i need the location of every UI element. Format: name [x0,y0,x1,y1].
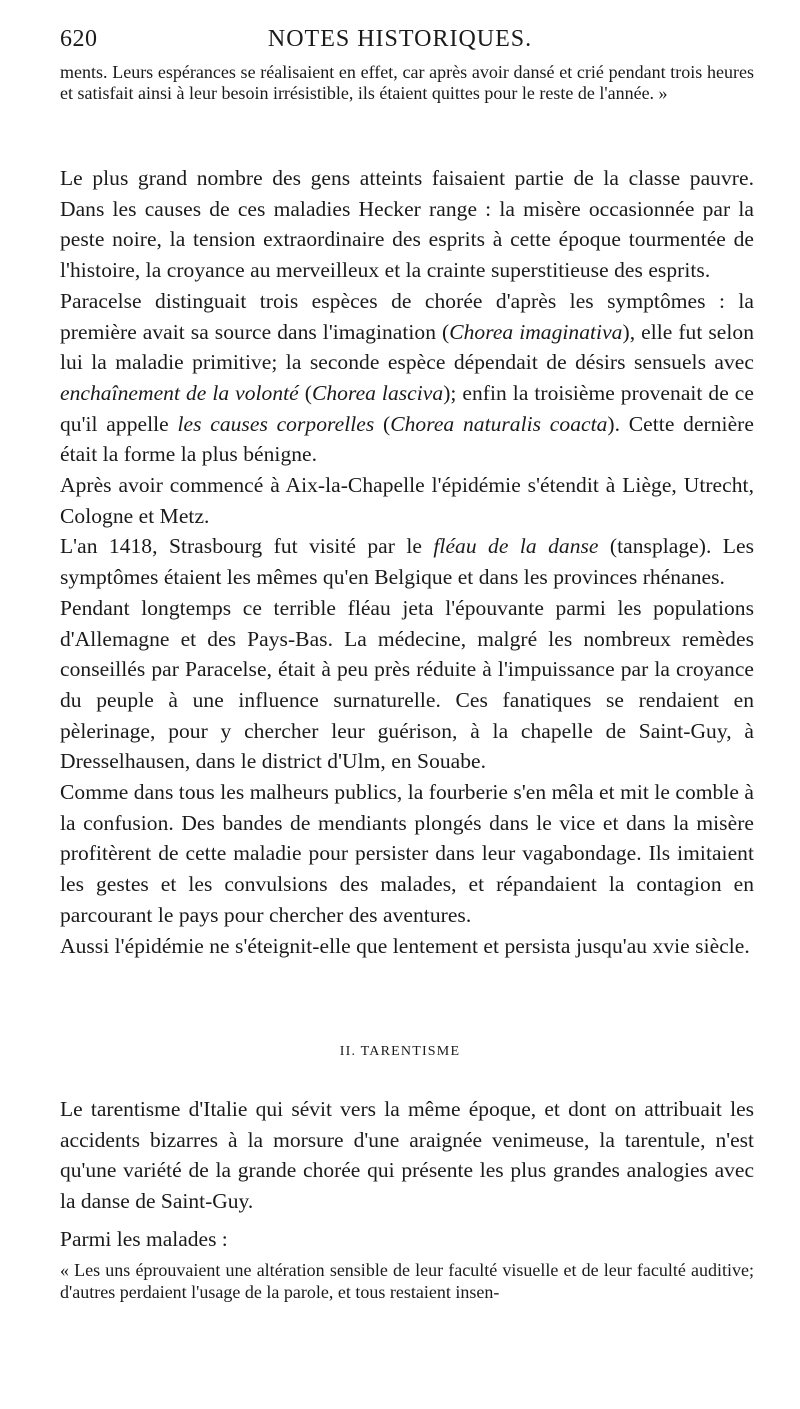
term-chorea-lasciva: Chorea lasciva [311,380,444,405]
paragraph-extinction: Aussi l'épidémie ne s'éteignit-elle que lentement et persista jusqu'au xvie siècle. [60,933,750,958]
page-header [0,26,800,52]
paragraph-epouvante: Pendant longtemps ce terrible fléau jeta l'épouvante parmi les populations d'Allemagne et des Pays-Bas. La médecine, malgré les nombreux remèdes conseillés par Paracelse, était à peu près réduite à l'impuissance par la croyance du peuple à une influence surnaturelle. Ces fanatiques se rendaient en pèlerinage, pour y chercher leur guérison, à la chapelle de Saint-Guy, à Dresselhausen, dans le district d'Ulm, en Souabe. [60,595,754,774]
paragraph-spread: Après avoir commencé à Aix-la-Chapelle l'épidémie s'étendit à Liège, Utrecht, Cologne et Metz. [60,473,754,528]
paragraph-parmi: Parmi les malades : [60,1227,228,1251]
paragraph-strasbourg: L'an 1418, Strasbourg fut visité par le fléau de la danse (tansplage). Les symptômes étaient les mêmes qu'en Belgique et dans les provinces rhénanes. [60,534,754,590]
paragraph-fourberie: Comme dans tous les malheurs publics, la fourberie s'en mêla et mit le comble à la confusion. Des bandes de mendiants plongés dans le vice et dans la misère profitèrent de cette maladie pour persister dans leur vagabondage. Ils imitaient les gestes et les convulsions des malades, et répandaient la contagion en parcourant le pays pour chercher des aventures. [60,780,754,927]
quote-symptoms: « Les uns éprouvaient une altération sensible de leur faculté visuelle et de leur faculté auditive; d'autres perdaient l'usage de la parole, et tous restaient insen- [60,1260,754,1302]
paragraph-paracelse: Paracelse distinguait trois espèces de chorée d'après les symptômes : la première avait sa source dans l'imagination (Chorea imaginativa), elle fut selon lui la maladie primitive; la seconde espèce dépendait de désirs sensuels avec enchaînement de la volonté (Chorea lasciva); enfin la troisième provenait de ce qu'il appelle les causes corporelles (Chorea naturalis coacta). Cette dernière était la forme la plus bénigne. [60,288,754,467]
quote-continuation: ments. Leurs espérances se réalisaient en effet, car après avoir dansé et crié pendant trois heures et satisfait ainsi à leur besoin irrésistible, ils étaient quittes pour le reste de l'année. » [60,62,754,103]
term-fleau-danse: fléau de la danse [433,534,599,559]
term-causes-corporelles: les causes corporelles [177,411,375,436]
paragraph-tarentisme: Le tarentisme d'Italie qui sévit vers la même époque, et dont on attribuait les accidents bizarres à la morsure d'une araignée venimeuse, la tarentule, n'est qu'une variété de la grande chorée qui présente les plus grandes analogies avec la danse de Saint-Guy. [60,1097,754,1214]
main-text [60,163,754,961]
paragraph-causes: Le plus grand nombre des gens atteints faisaient partie de la classe pauvre. Dans les causes de ces maladies Hecker range : la misère occasionnée par la peste noire, la tension extraordinaire des esprits à cette époque tourmentée de l'histoire, la croyance au merveilleux et la crainte superstitieuse des esprits. [60,166,754,283]
term-chorea-imaginativa: Chorea imaginativa [449,319,623,344]
section-heading: II. TARENTISME [339,1044,461,1059]
running-title: NOTES HISTORIQUES. [267,26,533,52]
term-enchainement: enchaînement de la volonté [60,380,299,405]
page-number: 620 [60,26,98,52]
term-chorea-naturalis: Chorea naturalis coacta [390,411,608,436]
